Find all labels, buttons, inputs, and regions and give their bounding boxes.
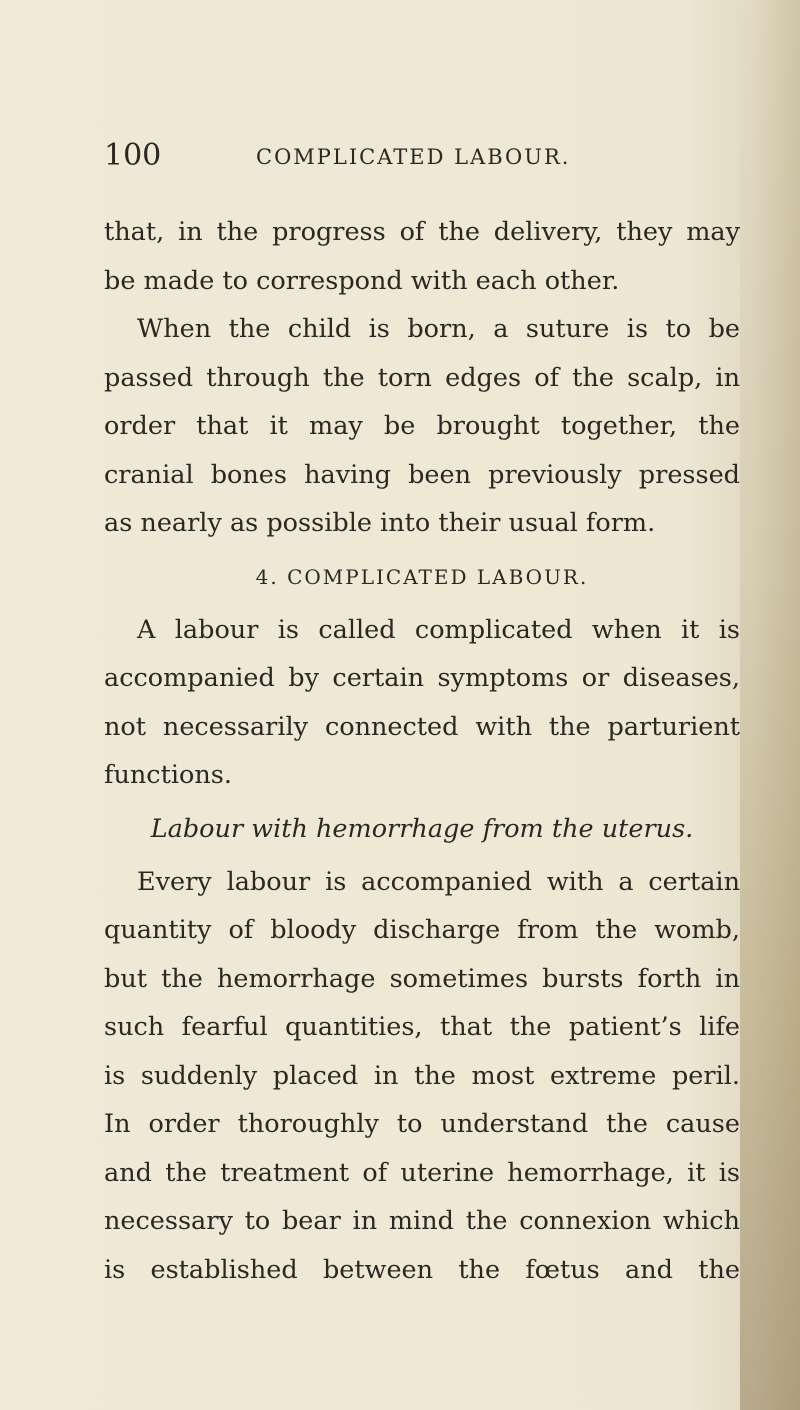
text-line: In order thoroughly to understand the cause — [104, 1109, 740, 1139]
text-line: and the treatment of uterine hemorrhage, it is — [104, 1157, 740, 1188]
text-line: as nearly as possible into their usual form. — [104, 508, 656, 538]
text-line: is suddenly placed in the most extreme peril. — [104, 1060, 740, 1091]
text-line: that, in the progress of the delivery, they may — [104, 217, 740, 247]
text-line: When the child is born, a suture is to be — [137, 314, 740, 344]
text-line: be made to correspond with each other. — [104, 265, 620, 296]
text-line: not necessarily connected with the parturient — [104, 711, 740, 742]
text-line: necessary to bear in mind the connexion which — [104, 1206, 740, 1236]
body-text — [104, 208, 740, 1294]
text-line: Every labour is accompanied with a certain — [137, 866, 740, 897]
text-line: functions. — [104, 760, 232, 790]
section-heading: 4. COMPLICATED LABOUR. — [255, 564, 589, 589]
page-number: 100 — [104, 138, 162, 173]
text-line: is established between the fœtus and the — [104, 1254, 740, 1285]
text-line: passed through the torn edges of the scalp, in — [104, 362, 740, 393]
page-edge-stain — [740, 0, 800, 1410]
text-line: order that it may be brought together, the — [104, 411, 740, 441]
running-head: COMPLICATED LABOUR. — [256, 145, 571, 169]
text-line: accompanied by certain symptoms or diseases, — [104, 663, 740, 693]
text-line: quantity of bloody discharge from the womb, — [104, 915, 740, 945]
text-line: A labour is called complicated when it is — [137, 614, 740, 645]
text-line: such fearful quantities, that the patient’s life — [104, 1012, 740, 1042]
text-line: but the hemorrhage sometimes bursts forth in — [104, 963, 740, 994]
text-line: cranial bones having been previously pressed — [104, 459, 740, 490]
page-header — [104, 138, 704, 178]
subheading: Labour with hemorrhage from the uterus. — [150, 813, 694, 844]
